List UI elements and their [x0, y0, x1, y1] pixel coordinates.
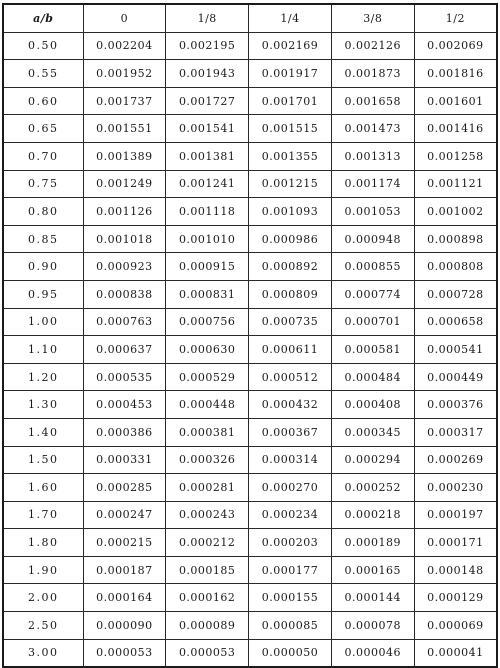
table-row: [3, 198, 497, 226]
table-cell: 0.000164: [83, 584, 166, 612]
table-cell: 0.000053: [166, 639, 249, 667]
header-col-0: 0: [83, 4, 166, 32]
table-cell: 0.000637: [83, 336, 166, 364]
table-cell: 0.000728: [414, 280, 497, 308]
row-ab-value: 0.70: [3, 142, 83, 170]
header-ab: a/b: [3, 4, 83, 32]
row-ab-value: 1.10: [3, 336, 83, 364]
table-cell: 0.001010: [166, 225, 249, 253]
row-ab-value: 0.95: [3, 280, 83, 308]
table-cell: 0.001389: [83, 142, 166, 170]
table-cell: 0.000986: [249, 225, 332, 253]
table-cell: 0.000701: [331, 308, 414, 336]
row-ab-value: 1.00: [3, 308, 83, 336]
table-cell: 0.000331: [83, 446, 166, 474]
row-ab-value: 0.65: [3, 115, 83, 143]
table-row: [3, 556, 497, 584]
table-cell: 0.000243: [166, 501, 249, 529]
table-cell: 0.000611: [249, 336, 332, 364]
table-cell: 0.000177: [249, 556, 332, 584]
table-row: [3, 253, 497, 281]
table-cell: 0.000449: [414, 363, 497, 391]
row-ab-value: 1.60: [3, 474, 83, 502]
table-cell: 0.000215: [83, 529, 166, 557]
table-cell: 0.001258: [414, 142, 497, 170]
table-cell: 0.000069: [414, 612, 497, 640]
table-cell: 0.000189: [331, 529, 414, 557]
table-cell: 0.000269: [414, 446, 497, 474]
table-cell: 0.000408: [331, 391, 414, 419]
table-cell: 0.001381: [166, 142, 249, 170]
table-cell: 0.000898: [414, 225, 497, 253]
table-cell: 0.001416: [414, 115, 497, 143]
table-cell: 0.000512: [249, 363, 332, 391]
row-ab-value: 2.00: [3, 584, 83, 612]
table-row: [3, 529, 497, 557]
table-row: [3, 336, 497, 364]
document-page: [2, 3, 496, 668]
table-cell: 0.000053: [83, 639, 166, 667]
row-ab-value: 0.60: [3, 87, 83, 115]
table-cell: 0.001313: [331, 142, 414, 170]
table-cell: 0.001002: [414, 198, 497, 226]
table-cell: 0.001118: [166, 198, 249, 226]
table-cell: 0.000763: [83, 308, 166, 336]
table-cell: 0.001249: [83, 170, 166, 198]
row-ab-value: 1.40: [3, 418, 83, 446]
table-cell: 0.000144: [331, 584, 414, 612]
table-cell: 0.000448: [166, 391, 249, 419]
row-ab-value: 0.90: [3, 253, 83, 281]
table-row: [3, 225, 497, 253]
table-cell: 0.001601: [414, 87, 497, 115]
table-cell: 0.000630: [166, 336, 249, 364]
table-row: [3, 170, 497, 198]
table-cell: 0.001952: [83, 60, 166, 88]
table-row: [3, 308, 497, 336]
row-ab-value: 0.75: [3, 170, 83, 198]
row-ab-value: 0.85: [3, 225, 83, 253]
table-row: [3, 142, 497, 170]
table-cell: 0.000317: [414, 418, 497, 446]
table-cell: 0.000855: [331, 253, 414, 281]
table-cell: 0.002169: [249, 32, 332, 60]
table-cell: 0.000185: [166, 556, 249, 584]
table-cell: 0.000197: [414, 501, 497, 529]
row-ab-value: 1.80: [3, 529, 83, 557]
table-cell: 0.000129: [414, 584, 497, 612]
table-cell: 0.002195: [166, 32, 249, 60]
table-cell: 0.000089: [166, 612, 249, 640]
table-cell: 0.000948: [331, 225, 414, 253]
table-cell: 0.001053: [331, 198, 414, 226]
table-cell: 0.000367: [249, 418, 332, 446]
table-cell: 0.000838: [83, 280, 166, 308]
row-ab-value: 1.30: [3, 391, 83, 419]
table-cell: 0.000386: [83, 418, 166, 446]
table-cell: 0.000923: [83, 253, 166, 281]
table-body: [3, 32, 497, 667]
table-row: [3, 612, 497, 640]
row-ab-value: 1.90: [3, 556, 83, 584]
table-cell: 0.000915: [166, 253, 249, 281]
table-cell: 0.000314: [249, 446, 332, 474]
table-cell: 0.001174: [331, 170, 414, 198]
table-row: [3, 584, 497, 612]
table-cell: 0.000050: [249, 639, 332, 667]
table-cell: 0.000171: [414, 529, 497, 557]
table-cell: 0.001917: [249, 60, 332, 88]
table-cell: 0.000085: [249, 612, 332, 640]
table-cell: 0.000326: [166, 446, 249, 474]
table-cell: 0.001515: [249, 115, 332, 143]
table-row: [3, 639, 497, 667]
table-cell: 0.001943: [166, 60, 249, 88]
header-col-4: 1/2: [414, 4, 497, 32]
table-cell: 0.001018: [83, 225, 166, 253]
table-cell: 0.000162: [166, 584, 249, 612]
table-cell: 0.000535: [83, 363, 166, 391]
table-cell: 0.001873: [331, 60, 414, 88]
table-cell: 0.000281: [166, 474, 249, 502]
row-ab-value: 0.80: [3, 198, 83, 226]
table-cell: 0.001473: [331, 115, 414, 143]
table-cell: 0.000046: [331, 639, 414, 667]
table-cell: 0.000252: [331, 474, 414, 502]
table-cell: 0.000165: [331, 556, 414, 584]
table-cell: 0.000774: [331, 280, 414, 308]
header-col-2: 1/4: [249, 4, 332, 32]
table-cell: 0.000756: [166, 308, 249, 336]
table-row: [3, 280, 497, 308]
row-ab-value: 1.50: [3, 446, 83, 474]
table-row: [3, 87, 497, 115]
table-cell: 0.000212: [166, 529, 249, 557]
table-row: [3, 115, 497, 143]
table-cell: 0.000453: [83, 391, 166, 419]
row-ab-value: 0.55: [3, 60, 83, 88]
table-cell: 0.000218: [331, 501, 414, 529]
table-cell: 0.001551: [83, 115, 166, 143]
table-cell: 0.000247: [83, 501, 166, 529]
table-cell: 0.002069: [414, 32, 497, 60]
table-cell: 0.000432: [249, 391, 332, 419]
table-cell: 0.001658: [331, 87, 414, 115]
table-cell: 0.000345: [331, 418, 414, 446]
header-row: [3, 4, 497, 32]
table-row: [3, 32, 497, 60]
table-row: [3, 418, 497, 446]
table-cell: 0.000808: [414, 253, 497, 281]
table-cell: 0.001816: [414, 60, 497, 88]
table-row: [3, 474, 497, 502]
table-cell: 0.001355: [249, 142, 332, 170]
row-ab-value: 1.70: [3, 501, 83, 529]
table-cell: 0.001727: [166, 87, 249, 115]
table-cell: 0.001121: [414, 170, 497, 198]
table-cell: 0.000203: [249, 529, 332, 557]
table-cell: 0.000892: [249, 253, 332, 281]
row-ab-value: 0.50: [3, 32, 83, 60]
table-cell: 0.000234: [249, 501, 332, 529]
coefficient-table: [2, 3, 498, 668]
table-cell: 0.000041: [414, 639, 497, 667]
table-cell: 0.001215: [249, 170, 332, 198]
row-ab-value: 1.20: [3, 363, 83, 391]
table-cell: 0.000381: [166, 418, 249, 446]
table-cell: 0.002204: [83, 32, 166, 60]
table-cell: 0.000230: [414, 474, 497, 502]
table-cell: 0.000658: [414, 308, 497, 336]
table-row: [3, 446, 497, 474]
table-cell: 0.000484: [331, 363, 414, 391]
table-cell: 0.002126: [331, 32, 414, 60]
table-row: [3, 363, 497, 391]
table-cell: 0.001093: [249, 198, 332, 226]
table-cell: 0.000187: [83, 556, 166, 584]
table-cell: 0.001701: [249, 87, 332, 115]
table-row: [3, 60, 497, 88]
table-cell: 0.000155: [249, 584, 332, 612]
table-cell: 0.000376: [414, 391, 497, 419]
row-ab-value: 2.50: [3, 612, 83, 640]
table-row: [3, 391, 497, 419]
table-cell: 0.000529: [166, 363, 249, 391]
table-cell: 0.000809: [249, 280, 332, 308]
table-cell: 0.000078: [331, 612, 414, 640]
row-ab-value: 3.00: [3, 639, 83, 667]
table-cell: 0.000541: [414, 336, 497, 364]
table-cell: 0.000581: [331, 336, 414, 364]
table-cell: 0.001541: [166, 115, 249, 143]
header-col-1: 1/8: [166, 4, 249, 32]
table-cell: 0.001241: [166, 170, 249, 198]
table-row: [3, 501, 497, 529]
table-cell: 0.000090: [83, 612, 166, 640]
table-cell: 0.000294: [331, 446, 414, 474]
header-col-3: 3/8: [331, 4, 414, 32]
table-cell: 0.000831: [166, 280, 249, 308]
table-cell: 0.000285: [83, 474, 166, 502]
table-cell: 0.000270: [249, 474, 332, 502]
table-cell: 0.001126: [83, 198, 166, 226]
table-cell: 0.000148: [414, 556, 497, 584]
table-cell: 0.000735: [249, 308, 332, 336]
table-cell: 0.001737: [83, 87, 166, 115]
